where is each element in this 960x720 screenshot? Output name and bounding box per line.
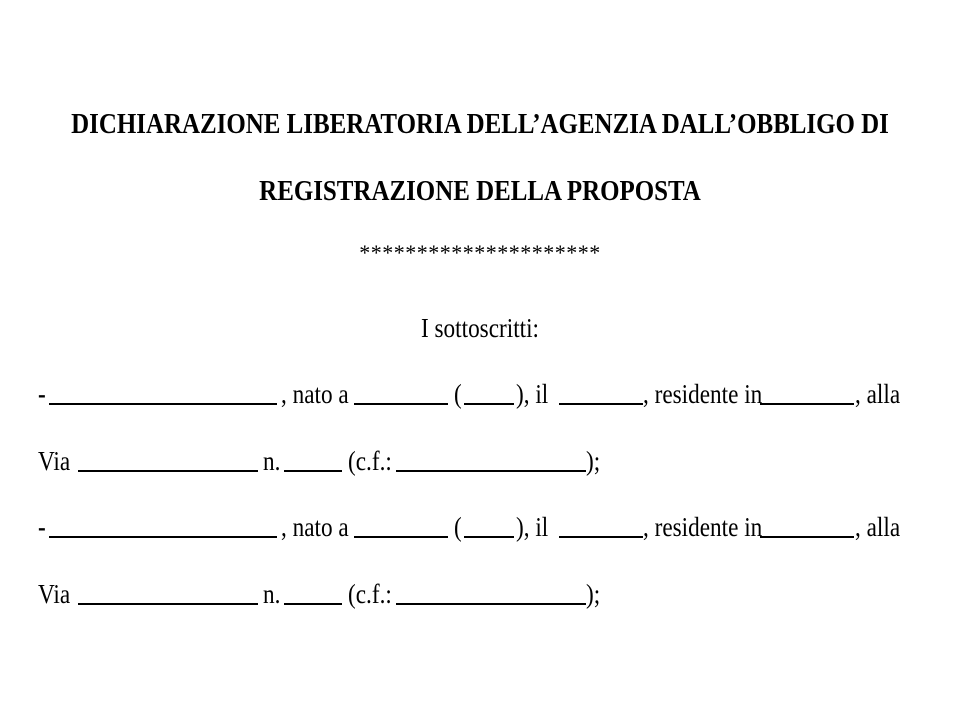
- birthdate-blank-2: [559, 536, 643, 538]
- label-alla: , alla: [855, 512, 901, 542]
- label-il: ), il: [516, 379, 549, 409]
- label-nato-a: , nato a: [281, 512, 349, 542]
- fiscal-code-blank-2: [396, 603, 586, 605]
- province-blank-2: [464, 536, 514, 538]
- label-via: Via: [38, 446, 71, 476]
- label-residente-in: , residente in: [643, 379, 763, 409]
- label-alla: , alla: [855, 379, 901, 409]
- province-blank-1: [464, 403, 514, 405]
- label-close: );: [586, 446, 601, 476]
- birthdate-blank-1: [559, 403, 643, 405]
- street-blank-1: [78, 470, 258, 472]
- number-blank-1: [284, 470, 342, 472]
- label-close: );: [586, 579, 601, 609]
- residence-blank-2: [760, 536, 854, 538]
- label-numero: n.: [263, 446, 281, 476]
- street-blank-2: [78, 603, 258, 605]
- document-title-line-2: REGISTRAZIONE DELLA PROPOSTA: [259, 175, 701, 207]
- label-open-paren: (: [454, 379, 462, 409]
- label-via: Via: [38, 579, 71, 609]
- document-title-line-1: DICHIARAZIONE LIBERATORIA DELL’AGENZIA DALL’OBBLIGO DI: [71, 108, 889, 140]
- birthplace-blank-1: [354, 403, 448, 405]
- name-blank-2: [49, 536, 277, 538]
- label-cf: (c.f.:: [348, 446, 392, 476]
- fiscal-code-blank-1: [396, 470, 586, 472]
- intro-text: I sottoscritti:: [420, 313, 540, 343]
- label-numero: n.: [263, 579, 281, 609]
- label-open-paren: (: [454, 512, 462, 542]
- name-blank-1: [49, 403, 277, 405]
- label-il: ), il: [516, 512, 549, 542]
- bullet-dash: -: [38, 512, 46, 542]
- label-cf: (c.f.:: [348, 579, 392, 609]
- separator-stars: *********************: [359, 240, 601, 265]
- number-blank-2: [284, 603, 342, 605]
- birthplace-blank-2: [354, 536, 448, 538]
- label-nato-a: , nato a: [281, 379, 349, 409]
- bullet-dash: -: [38, 379, 46, 409]
- label-residente-in: , residente in: [643, 512, 763, 542]
- residence-blank-1: [760, 403, 854, 405]
